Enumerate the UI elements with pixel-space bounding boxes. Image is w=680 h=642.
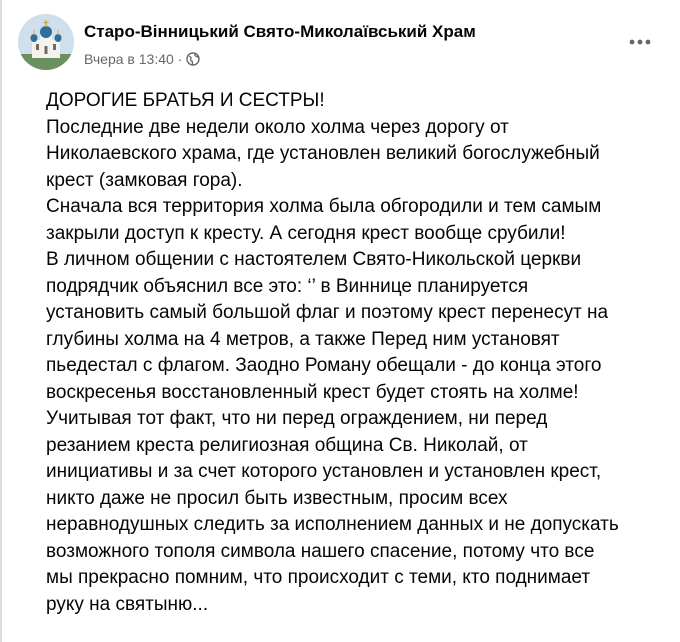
post-line: никто даже не просил быть известным, просим всех xyxy=(46,487,508,509)
post-line: Учитывая тот факт, что ни перед ограждением, ни перед xyxy=(46,408,548,429)
more-options-icon xyxy=(628,38,652,46)
post-line: глубины холма на 4 метров, а также Перед ним установят xyxy=(46,328,560,350)
post-line: воскресенья восстановленный крест будет стоять на холме! xyxy=(46,381,579,403)
post-line: возможного тополя символа нашего спасение, потому что все xyxy=(46,540,595,562)
post-line: ДОРОГИЕ БРАТЬЯ И СЕСТРЫ! xyxy=(46,90,325,111)
left-divider xyxy=(0,0,2,642)
post-line: Сначала вся территория холма была обгородили и тем самым xyxy=(46,196,602,217)
globe-icon[interactable] xyxy=(186,52,200,66)
page-avatar[interactable] xyxy=(18,14,74,70)
post-line: подрядчик объяснил все это: ‘’ в Виннице планируется xyxy=(46,275,529,297)
post-text xyxy=(46,88,674,618)
post-line: руку на святыню... xyxy=(46,593,209,615)
post-line: Николаевского храма, где установлен великий богослужебный xyxy=(46,143,600,164)
post-line: мы прекрасно помним, что происходит с теми, кто поднимает xyxy=(46,567,591,588)
post-line: В личном общении с настоятелем Свято-Никольской церкви xyxy=(46,249,582,270)
post-meta xyxy=(84,51,200,67)
post-line: установить самый большой флаг и поэтому крест перенесут на xyxy=(46,302,609,323)
meta-separator: · xyxy=(177,51,183,67)
post-line: закрыли доступ к кресту. А сегодня крест вообще срубили! xyxy=(46,222,566,244)
post-line: резанием креста религиозная община Св. Николай, от xyxy=(46,434,528,456)
page-name-link[interactable]: Старо-Вінницький Свято-Миколаївський Храм xyxy=(84,22,476,41)
more-options-button[interactable] xyxy=(622,24,658,60)
post-line: Последние две недели около холма через дорогу от xyxy=(46,116,509,138)
post-line: пьедестал с флагом. Заодно Роману обещали - до конца этого xyxy=(46,355,602,376)
post-header xyxy=(18,14,664,74)
post-line: инициативы и за счет которого установлен и установлен крест, xyxy=(46,461,602,482)
post-timestamp[interactable]: Вчера в 13:40 xyxy=(84,51,174,67)
church-icon xyxy=(18,14,74,70)
post-line: крест (замковая гора). xyxy=(46,169,243,191)
post-line: неравнодушных следить за исполнением данных и не допускать xyxy=(46,514,619,535)
